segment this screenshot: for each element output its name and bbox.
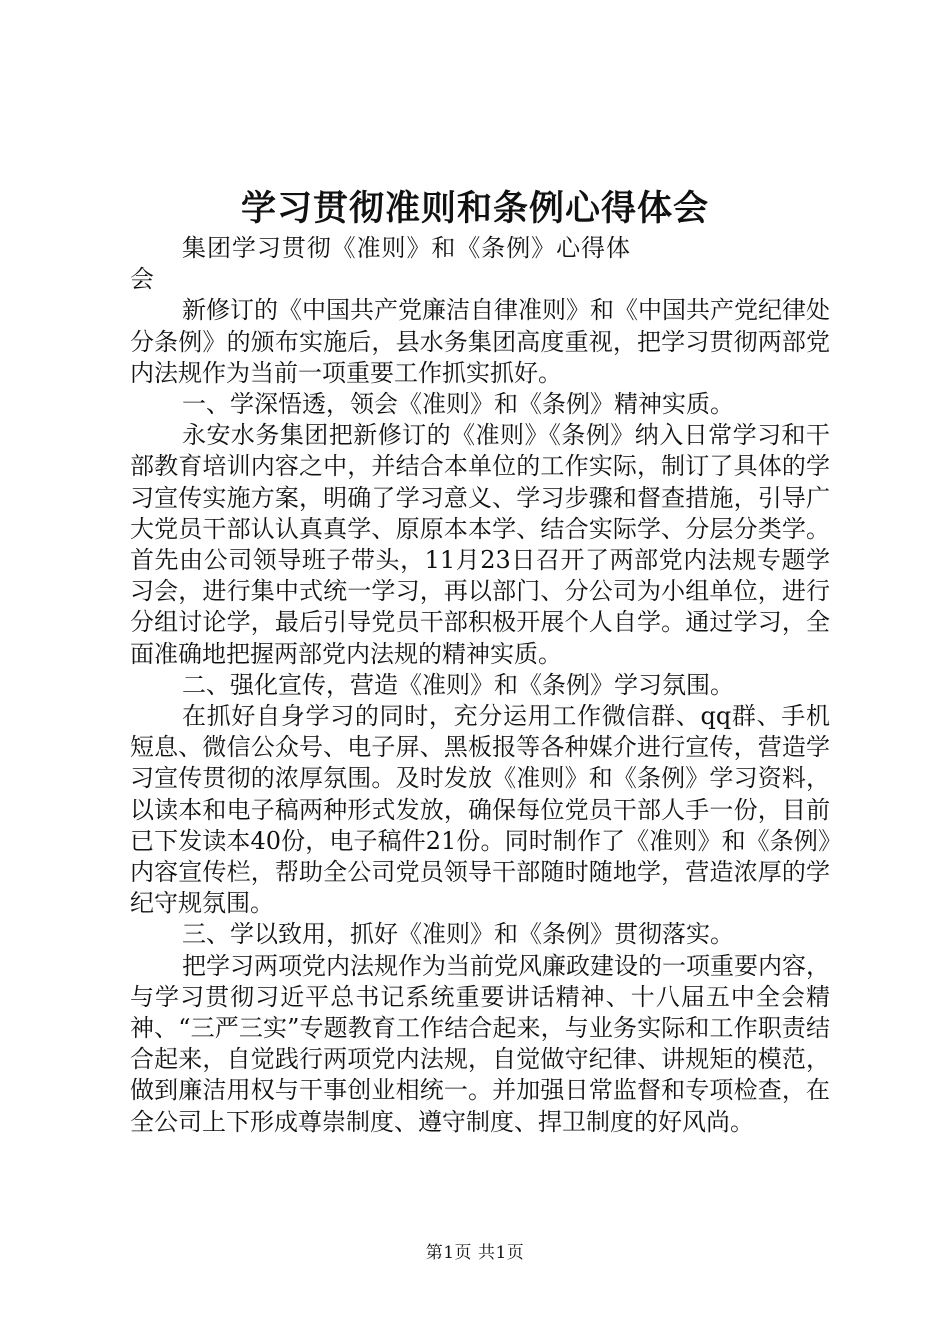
section-heading-3: 三、学以致用，抓好《准则》和《条例》贯彻落实。 — [182, 920, 734, 949]
paragraph-section-2: 在抓好自身学习的同时，充分运用工作微信群、qq群、手机短息、微信公众号、电子屏、黑板报等各种媒介进行宣传，营造学习宣传贯彻的浓厚氛围。及时发放《准则》和《条例》学习资料，以读本和电子稿两种形式发放，确保每位党员干部人手一份，目前已下发读本40份，电子稿件21份。同时制作了《准则》和《条例》内容宣传栏，帮助全公司党员领导干部随时随地学，营造浓厚的学纪守规氛围。 — [130, 702, 830, 918]
section-heading-1: 一、学深悟透，领会《准则》和《条例》精神实质。 — [182, 390, 734, 419]
document-subtitle: 集团学习贯彻《准则》和《条例》心得体会 — [130, 234, 630, 294]
section-heading-2: 二、强化宣传，营造《准则》和《条例》学习氛围。 — [182, 670, 734, 699]
paragraph-section-1: 永安水务集团把新修订的《准则》《条例》纳入日常学习和干部教育培训内容之中，并结合本单位的工作实际，制订了具体的学习宣传实施方案，明确了学习意义、学习步骤和督查措施，引导广大党员干部认认真真学、原原本本学、结合实际学、分层分类学。首先由公司领导班子带头，11月23日召开了两部党内法规专题学习会，进行集中式统一学习，再以部门、分公司为小组单位，进行分组讨论学，最后引导党员干部积极开展个人自学。通过学习，全面准确地把握两部党内法规的精神实质。 — [130, 421, 830, 668]
page-number-footer: 第1页 共1页 — [425, 1243, 525, 1263]
paragraph-intro: 新修订的《中国共产党廉洁自律准则》和《中国共产党纪律处分条例》的颁布实施后，县水务集团高度重视，把学习贯彻两部党内法规作为当前一项重要工作抓实抓好。 — [130, 296, 830, 387]
document-title: 学习贯彻准则和条例心得体会 — [240, 189, 709, 229]
paragraph-section-3: 把学习两项党内法规作为当前党风廉政建设的一项重要内容，与学习贯彻习近平总书记系统重要讲话精神、十八届五中全会精神、“三严三实”专题教育工作结合起来，与业务实际和工作职责结合起来，自觉践行两项党内法规，自觉做守纪律、讲规矩的模范，做到廉洁用权与干事创业相统一。并加强日常监督和专项检查，在全公司上下形成尊崇制度、遵守制度、捍卫制度的好风尚。 — [130, 951, 830, 1136]
document-body — [130, 233, 830, 1138]
